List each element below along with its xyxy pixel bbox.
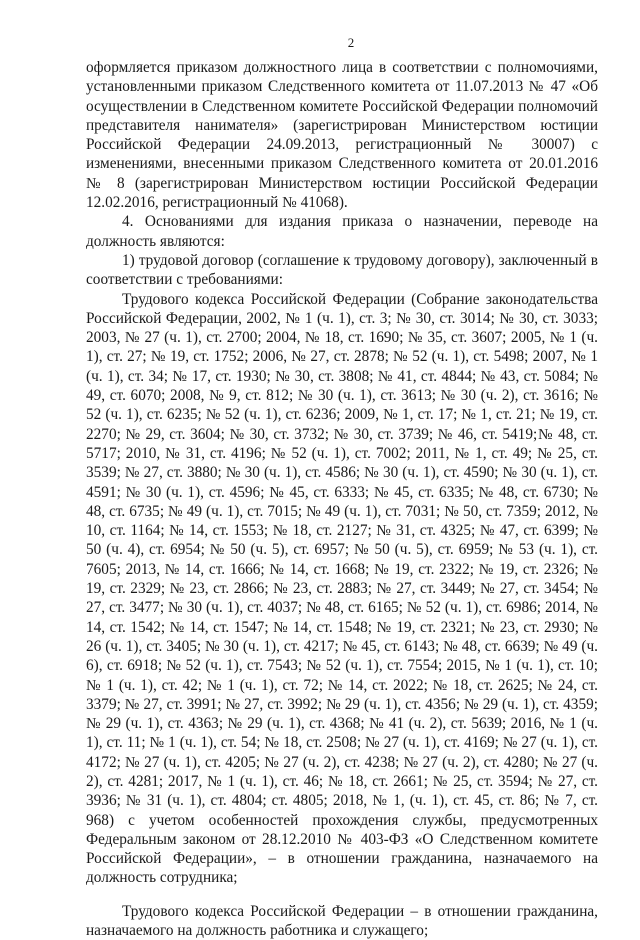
paragraph-labor-code-references: Трудового кодекса Российской Федерации (Собрание законодательства Российской Федерации, 2002, № 1 (ч. 1), ст. 3; № 30, ст. 3014; № 30, ст. 3033; 2003, № 27 (ч. 1), ст. 2700; 2004, № 18, ст. 1690; № 35, ст. 3607; 2005, № 1 (ч. 1), ст. 27; № 19, ст. 1752; 2006, № 27, ст. 2878; № 52 (ч. 1), ст. 5498; 2007, № 1 (ч. 1), ст. 34; № 17, ст. 1930; № 30, ст. 3808; № 41, ст. 4844; № 43, ст. 5084; № 49, ст. 6070; 2008, № 9, ст. 812; № 30 (ч. 1), ст. 3613; № 30 (ч. 2), ст. 3616; № 52 (ч. 1), ст. 6235; № 52 (ч. 1), ст. 6236; 2009, № 1, ст. 17; № 1, ст. 21; № 19, ст. 2270; № 29, ст. 3604; № 30, ст. 3732; № 30, ст. 3739; № 46, ст. 5419;№ 48, ст. 5717; 2010, № 31, ст. 4196; № 52 (ч. 1), ст. 7002; 2011, № 1, ст. 49; № 25, ст. 3539; № 27, ст. 3880; № 30 (ч. 1), ст. 4586; № 30 (ч. 1), ст. 4590; № 30 (ч. 1), ст. 4591; № 30 (ч. 1), ст. 4596; № 45, ст. 6333; № 45, ст. 6335; № 48, ст. 6730; № 48, ст. 6735; № 49 (ч. 1), ст. 7015; № 49 (ч. 1), ст. 7031; № 50, ст. 7359; 2012, № 10, ст. 1164; № 14, ст. 1553; № 18, ст. 2127; № 31, ст. 4325; № 47, ст. 6399; № 50 (ч. 4), ст. 6954; № 50 (ч. 5), ст. 6957; № 50 (ч. 5), ст. 6959; № 53 (ч. 1), ст. 7605; 2013, № 14, ст. 1666; № 14, ст. 1668; № 19, ст. 2322; № 19, ст. 2326; № 19, ст. 2329; № 23, ст. 2866; № 23, ст. 2883; № 27, ст. 3449; № 27, ст. 3454; № 27, ст. 3477; № 30 (ч. 1), ст. 4037; № 48, ст. 6165; № 52 (ч. 1), ст. 6986; 2014, № 14, ст. 1542; № 14, ст. 1547; № 14, ст. 1548; № 19, ст. 2321; № 23, ст. 2930; № 26 (ч. 1), ст. 3405; № 30 (ч. 1), ст. 4217; № 45, ст. 6143; № 48, ст. 6639; № 49 (ч. 6), ст. 6918; № 52 (ч. 1), ст. 7543; № 52 (ч. 1), ст. 7554; 2015, № 1 (ч. 1), ст. 10; № 1 (ч. 1), ст. 42; № 1 (ч. 1), ст. 72; № 14, ст. 2022; № 18, ст. 2625; № 24, ст. 3379; № 27, ст. 3991; № 27, ст. 3992; № 29 (ч. 1), ст. 4356; № 29 (ч. 1), ст. 4359; № 29 (ч. 1), ст. 4363; № 29 (ч. 1), ст. 4368; № 41 (ч. 2), ст. 5639; 2016, № 1 (ч. 1), ст. 11; № 1 (ч. 1), ст. 54; № 18, ст. 2508; № 27 (ч. 1), ст. 4169; № 27 (ч. 1), ст. 4172; № 27 (ч. 1), ст. 4205; № 27 (ч. 2), ст. 4238; № 27 (ч. 2), ст. 4280; № 27 (ч. 2), ст. 4281; 2017, № 1 (ч. 1), ст. 46; № 18, ст. 2661; № 25, ст. 3594; № 27, ст. 3936; № 31 (ч. 1), ст. 4804; ст. 4805; 2018, № 1, (ч. 1), ст. 45, ст. 86; № 7, ст. 968) с учетом особенностей прохождения службы, предусмотренных Федеральным законом от 28.12.2010 № 403-ФЗ «О Следственном комитете Российской Федерации», – в отношении гражданина, назначаемого на должность сотрудника;: [86, 290, 598, 887]
paragraph-order-basis: оформляется приказом должностного лица в соответствии с полномочиями, установленными приказом Следственного комитета от 11.07.2013 № 47 «Об осуществлении в Следственном комитете Российской Федерации полномочий представителя нанимателя» (зарегистрирован Министерством юстиции Российской Федерации 24.09.2013, регистрационный № 30007) с изменениями, внесенными приказом Следственного комитета от 20.01.2016 № 8 (зарегистрирован Министерством юстиции Российской Федерации 12.02.2016, регистрационный № 41068).: [86, 59, 598, 212]
paragraph-labor-code-employee: Трудового кодекса Российской Федерации – в отношении гражданина, назначаемого на должность работника и служащего;: [86, 902, 598, 940]
paragraph-employment-contract: 1) трудовой договор (соглашение к трудовому договору), заключенный в соответствии с требованиями:: [86, 251, 598, 289]
page-number: 2: [347, 35, 355, 50]
paragraph-item-4-grounds: 4. Основаниями для издания приказа о назначении, переводе на должность являются:: [86, 213, 598, 250]
